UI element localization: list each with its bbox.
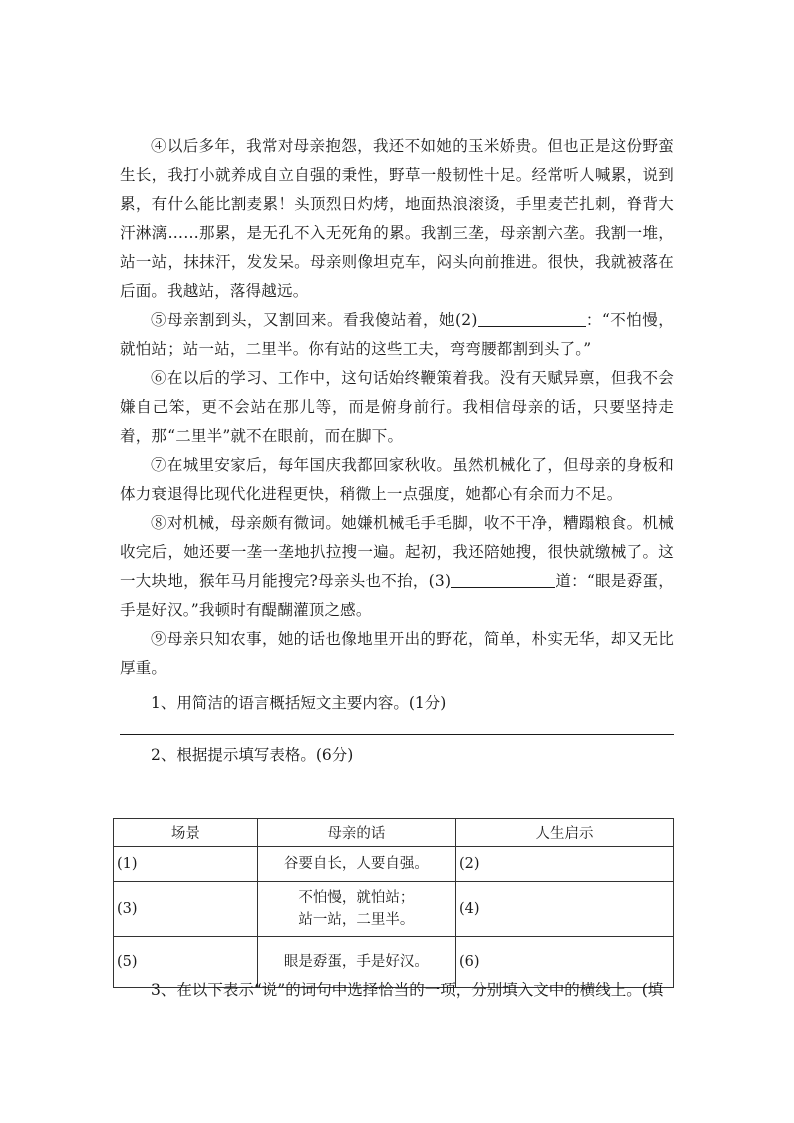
- answer-line-1[interactable]: [120, 734, 674, 735]
- mother-words-line: 站一站，二里半。: [298, 912, 415, 928]
- paragraph-8: [120, 509, 674, 625]
- paragraph-5: [120, 306, 674, 364]
- cell-insight[interactable]: (2): [456, 847, 674, 882]
- cell-scene[interactable]: (5): [114, 937, 258, 988]
- paragraph-7: ⑦在城里安家后，每年国庆我都回家秋收。虽然机械化了，但母亲的身板和体力衰退得比现代化进程更快，稍微上一点强度，她都心有余而力不足。: [120, 456, 674, 503]
- question-3: 3、在以下表示“说”的词句中选择恰当的一项，分别填入文中的横线上。(填: [151, 981, 664, 999]
- cell-mother-words: [257, 847, 455, 882]
- cell-scene[interactable]: (1): [114, 847, 258, 882]
- paragraph-8-text-a: ⑧对机械，母亲颇有微词。她嫌机械毛手毛脚，收不干净，糟蹋粮食。机械收完后，她还要一垄一垄地扒拉搜一遍。起初，我还陪她搜，很快就缴械了。这一大块地，猴年马月能搜完?母亲头也不抬，(3): [120, 514, 674, 590]
- mother-words-line: 不怕慢，就怕站；: [298, 890, 415, 906]
- paragraph-4: ④以后多年，我常对母亲抱怨，我还不如她的玉米娇贵。但也正是这份野蛮生长，我打小就养成自立自强的秉性，野草一般韧性十足。经常听人喊累，说到累，有什么能比割麦累！头顶烈日灼烤，地面热浪滚烫，手里麦芒扎刺，脊背大汗淋漓……那累，是无孔不入无死角的累。我割三垄，母亲割六垄。我割一堆，站一站，抹抹汗，发发呆。母亲则像坦克车，闷头向前推进。很快，我就被落在后面。我越站，落得越远。: [120, 137, 674, 300]
- question-2: 2、根据提示填写表格。(6分): [151, 746, 354, 764]
- paragraph-5-text-b: ：“不怕慢，就怕站；站一站，二里半。你有站的这些工夫，弯弯腰都割到头了。”: [120, 311, 675, 358]
- mother-words-line: 谷要自长，人要自强。: [283, 856, 429, 872]
- fill-blank-2[interactable]: [478, 308, 586, 327]
- paragraph-5-text-a: ⑤母亲割到头，又割回来。看我傻站着，她(2): [151, 311, 478, 329]
- header-insight: 人生启示: [456, 819, 674, 847]
- cell-insight[interactable]: (6): [456, 937, 674, 988]
- question-1: 1、用简洁的语言概括短文主要内容。(1分): [151, 694, 447, 712]
- table-header-row: [114, 819, 674, 847]
- answer-table: [113, 818, 674, 988]
- paragraph-9: ⑨母亲只知农事，她的话也像地里开出的野花，简单，朴实无华，却又无比厚重。: [120, 630, 674, 677]
- header-mother-words: 母亲的话: [257, 819, 455, 847]
- cell-scene[interactable]: (3): [114, 882, 258, 937]
- table-row: [114, 882, 674, 937]
- mother-words-line: 眼是孬蛋，手是好汉。: [283, 954, 429, 970]
- paragraph-8-text-b: 道：“眼是孬蛋，手是好汉。”我顿时有醍醐灌顶之感。: [120, 572, 675, 619]
- passage: [120, 132, 674, 770]
- paragraph-6: ⑥在以后的学习、工作中，这句话始终鞭策着我。没有天赋异禀，但我不会嫌自己笨，更不会站在那儿等，而是俯身前行。我相信母亲的话，只要坚持走着，那“二里半”就不在眼前，而在脚下。: [120, 369, 674, 445]
- header-scene: 场景: [114, 819, 258, 847]
- cell-mother-words: [257, 882, 455, 937]
- table-row: [114, 847, 674, 882]
- cell-insight[interactable]: (4): [456, 882, 674, 937]
- fill-blank-3[interactable]: [451, 569, 555, 588]
